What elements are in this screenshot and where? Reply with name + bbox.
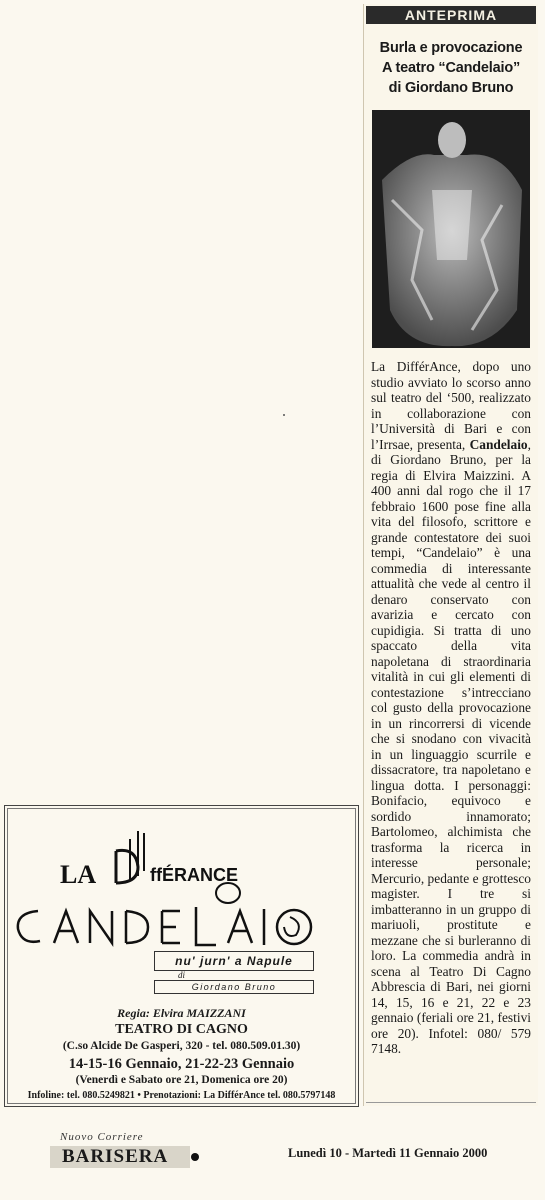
article-title-bold: Candelaio bbox=[469, 436, 528, 452]
article-paragraph bbox=[371, 359, 531, 1057]
masthead-dot-icon bbox=[191, 1153, 199, 1161]
issue-date: Lunedì 10 - Martedì 11 Gennaio 2000 bbox=[288, 1146, 488, 1160]
headline-line: Burla e provocazione bbox=[379, 40, 523, 56]
article-text: , di Giordano Bruno, per la regia di Elvira Maizzini. A 400 anni dal rogo che il 17 febbraio 1600 pose fine alla vita del filosofo, scrittore e grande contestatore dei suoi tempi, “Candelaio” è una commedia di interessante attualità che vede al centro il denaro conservato con avarizia e cercato con cupidigia. Si tratta di uno spaccato della vita napoletana di straordinaria vitalità in cui gli elementi di contestazione s’intrecciano col gusto della provocazione in un rincorrersi di vicende che si snodano con vivacità in un linguaggio scurrile e dissacratore, tra napoletano e lingua dotta. I personaggi: Bonifacio, equivoco e sordido innamorato; Bartolomeo, alchimista che trasforma la ricerca in interesse personale; Mercurio, pedante e grottesco magister. I tre si imbatteranno in un gruppo di mariuoli, prostitute e mezzane che si burleranno di loro. La commedia andrà in scena al Teatro Di Cagno Abbrescia di Bari, nei giorni 14, 15, 16 e 21, 22 e 23 gennaio (feriali ore 21, festivi ore 20). Infotel: 080/ 579 7148. bbox=[371, 436, 531, 1056]
infoline: Infoline: tel. 080.5249821 • Prenotazioni: La DifférAnce tel. 080.5797148 bbox=[27, 1090, 336, 1101]
svg-text:ffÉRANCE: ffÉRANCE bbox=[150, 865, 238, 885]
masthead-top: Nuovo Corriere bbox=[60, 1131, 144, 1143]
theatre-address: (C.so Alcide De Gasperi, 320 - tel. 080.509.01.30) bbox=[62, 1040, 301, 1052]
show-subtitle: nu' jurn' a Napule bbox=[154, 951, 314, 971]
actor-photo bbox=[372, 110, 530, 348]
show-times: (Venerdì e Sabato ore 21, Domenica ore 20) bbox=[75, 1074, 288, 1086]
director-line: Regia: Elvira MAIZZANI bbox=[117, 1006, 246, 1020]
ad-frame bbox=[7, 808, 356, 1104]
by-label: di bbox=[178, 970, 186, 980]
difference-logo bbox=[58, 821, 308, 909]
headline-line: di Giordano Bruno bbox=[388, 80, 514, 96]
show-author: Giordano Bruno bbox=[154, 980, 314, 994]
svg-text:LA: LA bbox=[60, 860, 97, 889]
divider bbox=[366, 1102, 536, 1103]
newspaper-masthead bbox=[50, 1130, 202, 1172]
masthead-main: BARISERA bbox=[50, 1146, 190, 1168]
theatre-advertisement bbox=[4, 805, 359, 1107]
article-text: La DifférAnce, dopo uno studio avviato lo scorso anno sul teatro del ‘500, realizzato in collaborazione con l’Università di Bari e con l’Irrsae, presenta, bbox=[371, 359, 531, 452]
article-clipping bbox=[363, 4, 538, 1106]
theatre-name: TEATRO DI CAGNO bbox=[115, 1022, 248, 1037]
article-body bbox=[371, 359, 531, 1057]
headline bbox=[366, 38, 536, 98]
candelaio-title-art bbox=[14, 899, 334, 954]
scan-speck bbox=[283, 414, 285, 416]
section-label: ANTEPRIMA bbox=[366, 6, 536, 24]
show-dates: 14-15-16 Gennaio, 21-22-23 Gennaio bbox=[68, 1056, 295, 1072]
headline-line: A teatro “Candelaio” bbox=[381, 60, 521, 76]
